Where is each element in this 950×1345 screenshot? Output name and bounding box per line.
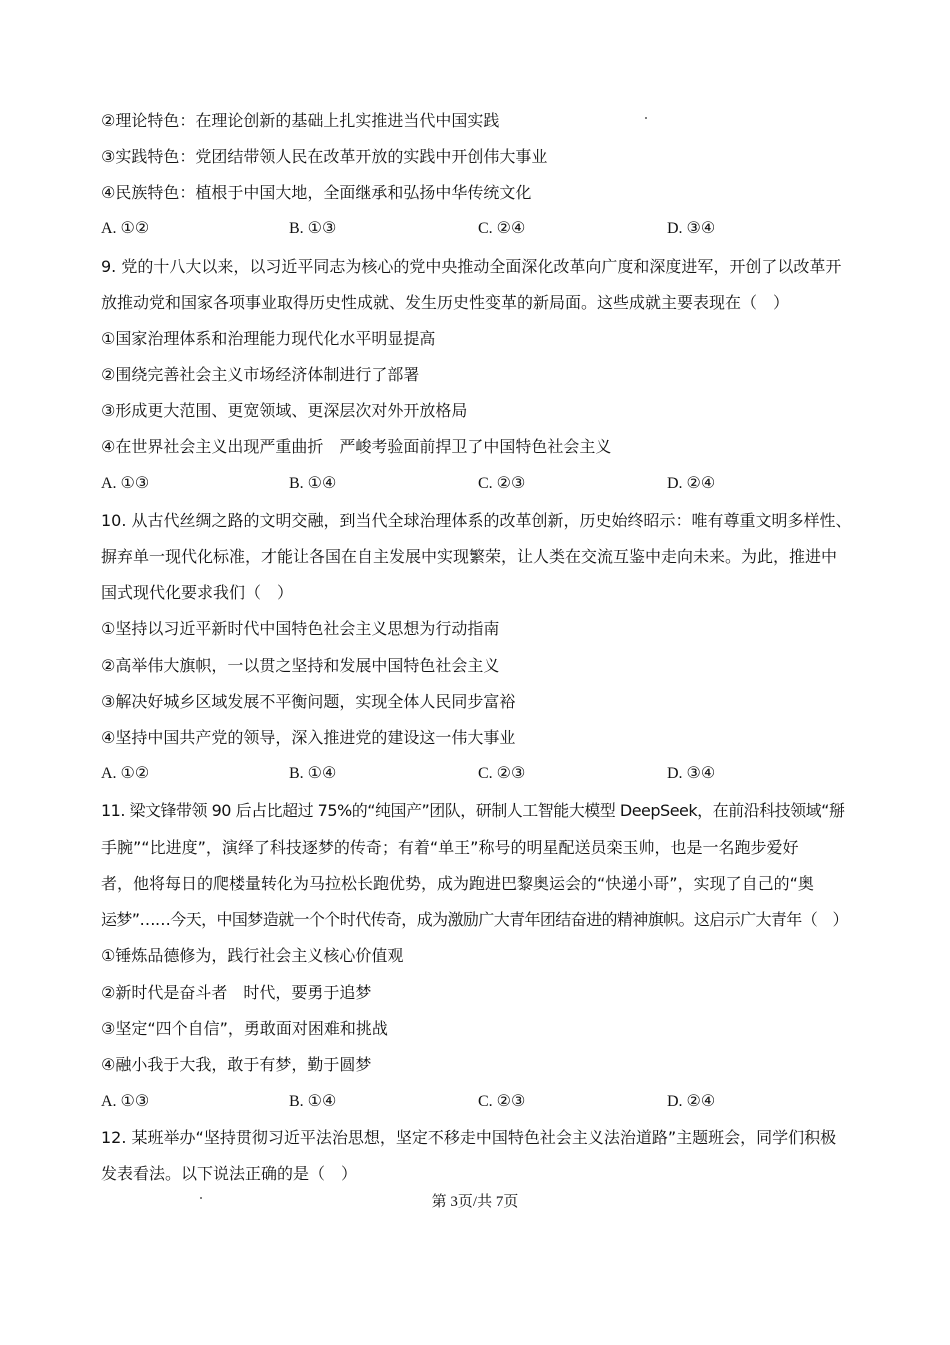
q8-options [101,219,871,239]
q11-item-4: ④融小我于大我，敢于有梦，勤于圆梦 [101,1055,372,1074]
q11-item-1: ①锤炼品德修为，践行社会主义核心价值观 [101,946,404,965]
q10-item-2: ②高举伟大旗帜，一以贯之坚持和发展中国特色社会主义 [101,656,500,675]
q11-stem-line-4: 运梦”……今天，中国梦造就一个个时代传奇，成为激励广大青年团结奋进的精神旗帜。这启示广大青年（ ） [101,910,848,929]
q11-option-d: D. ②④ [667,1093,716,1110]
q11-stem-line-2: 手腕”“比进度”，演绎了科技逐梦的传奇；有着“单王”称号的明星配送员栾玉帅，也是一名跑步爱好 [101,838,799,857]
q11-item-2: ②新时代是奋斗者 时代，要勇于追梦 [101,983,372,1002]
q10-item-4: ④坚持中国共产党的领导，深入推进党的建设这一伟大事业 [101,728,516,747]
q9-item-1: ①国家治理体系和治理能力现代化水平明显提高 [101,329,436,348]
scan-speck [645,117,647,119]
q11-stem-line-1: 11. 梁文锋带领 90 后占比超过 75%的“纯国产”团队，研制人工智能大模型 DeepSeek，在前沿科技领域“掰 [101,801,845,820]
q8-item-4: ④民族特色：植根于中国大地，全面继承和弘扬中华传统文化 [101,183,532,202]
q9-item-2: ②围绕完善社会主义市场经济体制进行了部署 [101,365,420,384]
q10-item-3: ③解决好城乡区域发展不平衡问题，实现全体人民同步富裕 [101,692,516,711]
q11-option-a: A. ①③ [101,1093,150,1110]
q8-item-2: ②理论特色：在理论创新的基础上扎实推进当代中国实践 [101,111,500,130]
q11-option-c: C. ②③ [478,1093,526,1110]
q10-option-c: C. ②③ [478,765,526,782]
page-number: 第 3页/共 7页 [431,1194,519,1210]
q10-stem-line-1: 10. 从古代丝绸之路的文明交融，到当代全球治理体系的改革创新，历史始终昭示：唯有尊重文明多样性、 [101,511,852,530]
q8-option-d: D. ③④ [667,220,716,237]
q9-option-b: B. ①④ [289,475,337,492]
q10-options [101,764,871,784]
q9-item-3: ③形成更大范围、更宽领域、更深层次对外开放格局 [101,401,468,420]
q10-stem-line-3: 国式现代化要求我们（ ） [101,583,294,602]
q11-options [101,1092,871,1112]
q9-option-c: C. ②③ [478,475,526,492]
q8-option-b: B. ①③ [289,220,337,237]
q10-item-1: ①坚持以习近平新时代中国特色社会主义思想为行动指南 [101,619,500,638]
q10-option-b: B. ①④ [289,765,337,782]
q10-option-a: A. ①② [101,765,150,782]
q9-item-4: ④在世界社会主义出现严重曲折 严峻考验面前捍卫了中国特色社会主义 [101,437,612,456]
q11-option-b: B. ①④ [289,1093,337,1110]
q11-item-3: ③坚定“四个自信”，勇敢面对困难和挑战 [101,1019,388,1038]
q9-option-d: D. ②④ [667,475,716,492]
q12-stem-line-1: 12. 某班举办“坚持贯彻习近平法治思想，坚定不移走中国特色社会主义法治道路”主题班会，同学们积极 [101,1128,837,1147]
q9-stem-line-2: 放推动党和国家各项事业取得历史性成就、发生历史性变革的新局面。这些成就主要表现在（ ） [101,293,790,312]
q12-stem-line-2: 发表看法。以下说法正确的是（ ） [101,1164,358,1183]
q10-option-d: D. ③④ [667,765,716,782]
q9-option-a: A. ①③ [101,475,150,492]
q8-item-3: ③实践特色：党团结带领人民在改革开放的实践中开创伟大事业 [101,147,548,166]
q9-options [101,474,871,494]
q10-stem-line-2: 摒弃单一现代化标准，才能让各国在自主发展中实现繁荣，让人类在交流互鉴中走向未来。为此，推进中 [101,547,838,566]
q8-option-c: C. ②④ [478,220,526,237]
q9-stem-line-1: 9. 党的十八大以来，以习近平同志为核心的党中央推动全面深化改革向广度和深度进军，开创了以改革开 [101,257,842,276]
q8-option-a: A. ①② [101,220,150,237]
q11-stem-line-3: 者，他将每日的爬楼量转化为马拉松长跑优势，成为跑进巴黎奥运会的“快递小哥”，实现了自己的“奥 [101,874,814,893]
